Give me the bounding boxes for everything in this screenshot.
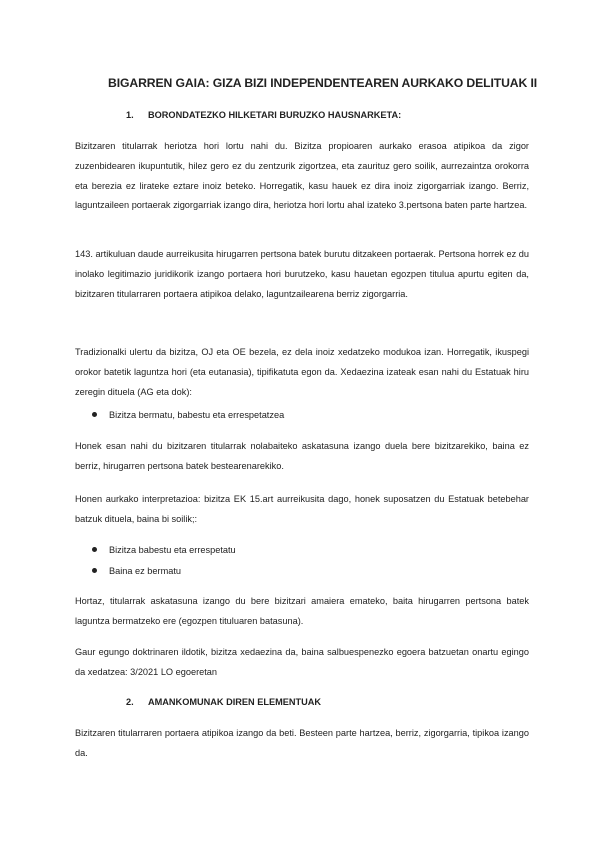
section-title: BORONDATEZKO HILKETARI BURUZKO HAUSNARKETA: — [148, 110, 402, 120]
paragraph: 143. artikuluan daude aurreikusita hirugarren pertsona batek burutu ditzakeen portaerak. Pertsona horrek ez du inolako legitimazio juridikorik izango portaera hori burutzeko, kasu hauetan egozpen titulua apurtu egiten da, bizitzaren titularraren portaera atipikoa delako, laguntzailearena berriz zigorgarria. — [75, 249, 529, 299]
bullet-icon — [92, 568, 97, 573]
document-title: BIGARREN GAIA: GIZA BIZI INDEPENDENTEAREN AURKAKO DELITUAK II — [108, 76, 538, 90]
section-heading-2 — [126, 697, 321, 707]
bullet-item — [92, 566, 181, 576]
paragraph: Tradizionalki ulertu da bizitza, OJ eta OE bezela, ez dela inoiz xedatzeko modukoa izan. Horregatik, ikuspegi orokor batetik laguntza hori (eta eutanasia), tipifikatuta egon da. Xedaezina izateak esan nahi du Estatuak hiru zeregin dituela (AG eta dok): — [75, 347, 529, 397]
paragraph: Gaur egungo doktrinaren ildotik, bizitza xedaezina da, baina salbuespenezko egoera batzuetan onartu egingo da xedatzea: 3/2021 LO egoeretan — [75, 647, 529, 677]
section-number: 2. — [126, 697, 134, 707]
paragraph: Bizitzaren titularrak heriotza hori lortu nahi du. Bizitza propioaren aurkako erasoa atipikoa da zigor zuzenbidearen ikupuntutik, hilez gero ez du zentzurik zigortzea, eta zaurituz gero soilik, aurrezaintza orokorra eta berezia ez lirateke eztare inoiz beteko. Horregatik, kasu hauek ez dira inoiz zigorgarriak izango. Berriz, laguntzaileen portaerak zigorgarriak izango dira, heriotza hori lortu ahal izateko 3.pertsona baten parte hartzea. — [75, 141, 529, 211]
bullet-icon — [92, 547, 97, 552]
section-title: AMANKOMUNAK DIREN ELEMENTUAK — [148, 697, 322, 707]
paragraph: Honen aurkako interpretazioa: bizitza EK 15.art aurreikusita dago, honek suposatzen du Estatuak betebehar batzuk dituela, baina bi soilik;: — [75, 494, 529, 524]
bullet-item — [92, 545, 236, 555]
bullet-text: Bizitza bermatu, babestu eta errespetatzea — [109, 410, 285, 420]
section-heading-1 — [126, 110, 401, 120]
bullet-text: Bizitza babestu eta errespetatu — [109, 545, 236, 555]
paragraph: Bizitzaren titularraren portaera atipikoa izango da beti. Besteen parte hartzea, berriz, zigorgarria, tipikoa izango da. — [75, 728, 529, 758]
section-number: 1. — [126, 110, 134, 120]
paragraph: Honek esan nahi du bizitzaren titularrak nolabaiteko askatasuna izango duela bere bizitzarekiko, baina ez berriz, hirugarren pertsona batek bestearenarekiko. — [75, 441, 529, 471]
bullet-text: Baina ez bermatu — [109, 566, 182, 576]
bullet-icon — [92, 412, 97, 417]
bullet-item — [92, 410, 284, 420]
paragraph: Hortaz, titularrak askatasuna izango du bere bizitzari amaiera emateko, baita hirugarren pertsona batek laguntza bermatzeko ere (egozpen tituluaren batasuna). — [75, 596, 529, 626]
